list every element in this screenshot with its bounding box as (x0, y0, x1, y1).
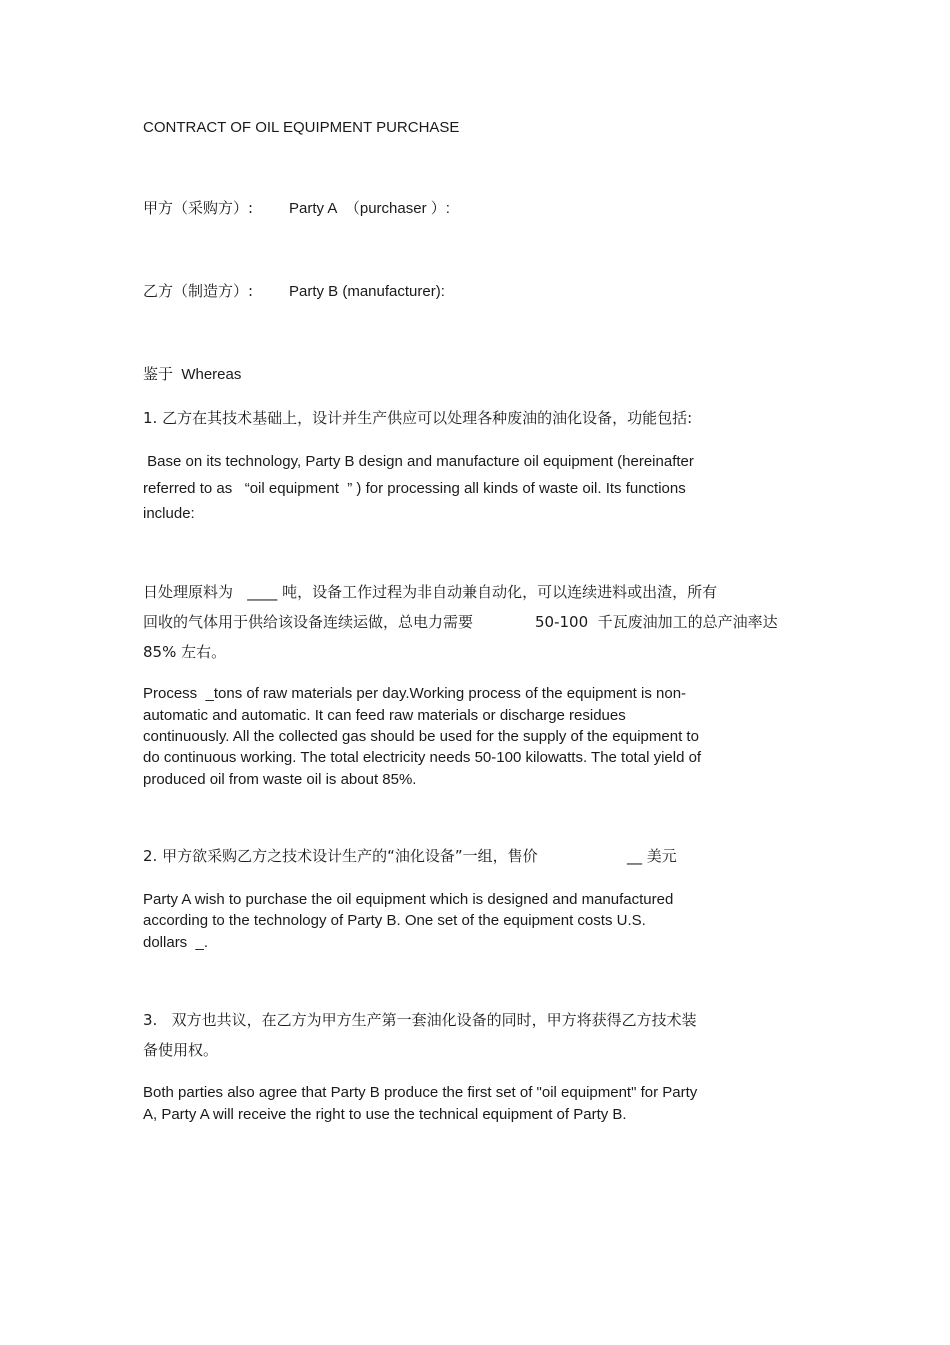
clause-1-zh: 1. 乙方在其技术基础上，设计并生产供应可以处理各种废油的油化设备，功能包括: (143, 409, 693, 427)
spec-en-line-2: automatic and automatic. It can feed raw materials or discharge residues (143, 707, 626, 724)
document-title: CONTRACT OF OIL EQUIPMENT PURCHASE (143, 119, 460, 136)
clause-1-en-line-2: referred to as “oil equipment ” ) for processing all kinds of waste oil. Its functions (143, 480, 686, 497)
party-b-label-zh: 乙方（制造方）: (143, 282, 254, 300)
clause-3-en-line-2: A, Party A will receive the right to use the technical equipment of Party B. (143, 1106, 627, 1123)
clause-3-zh-line-1: 3. 双方也共议，在乙方为甲方生产第一套油化设备的同时，甲方将获得乙方技术装 (143, 1011, 697, 1029)
clause-1-en-line-3: include: (143, 505, 195, 522)
clause-3-en-line-1: Both parties also agree that Party B produce the first set of "oil equipment" for Party (143, 1084, 698, 1101)
clause-2-zh-price: __ 美元 (627, 847, 677, 865)
whereas-heading: 鉴于 Whereas (143, 366, 242, 383)
spec-en-line-3: continuously. All the collected gas should be used for the supply of the equipment to (143, 728, 699, 745)
party-a-label-zh: 甲方（采购方）: (143, 199, 254, 217)
clause-3-zh-line-2: 备使用权。 (143, 1041, 219, 1059)
party-a-label-en: Party A （purchaser ）: (289, 200, 450, 217)
spec-en-line-4: do continuous working. The total electricity needs 50-100 kilowatts. The total yield of (143, 749, 702, 766)
party-b-label-en: Party B (manufacturer): (289, 283, 445, 300)
spec-en-line-5: produced oil from waste oil is about 85%. (143, 771, 417, 788)
clause-2-en-line-1: Party A wish to purchase the oil equipment which is designed and manufactured (143, 891, 674, 908)
spec-zh-line-3: 85% 左右。 (143, 643, 227, 661)
clause-1-en-line-1: Base on its technology, Party B design and manufacture oil equipment (hereinafter (143, 453, 694, 470)
clause-2-zh: 2. 甲方欲采购乙方之技术设计生产的“油化设备”一组，售价 (143, 847, 538, 865)
clause-2-en-line-3: dollars _. (143, 934, 209, 951)
spec-zh-line-1: 日处理原料为 ____ 吨，设备工作过程为非自动兼自动化，可以连续进料或出渣，所有 (143, 583, 718, 601)
spec-zh-line-2a: 回收的气体用于供给该设备连续运做，总电力需要 (143, 613, 474, 631)
clause-2-en-line-2: according to the technology of Party B. One set of the equipment costs U.S. (143, 912, 646, 929)
spec-en-line-1: Process _tons of raw materials per day.Working process of the equipment is non- (143, 685, 687, 702)
spec-zh-line-2b: 50-100 千瓦废油加工的总产油率达 (535, 613, 778, 631)
